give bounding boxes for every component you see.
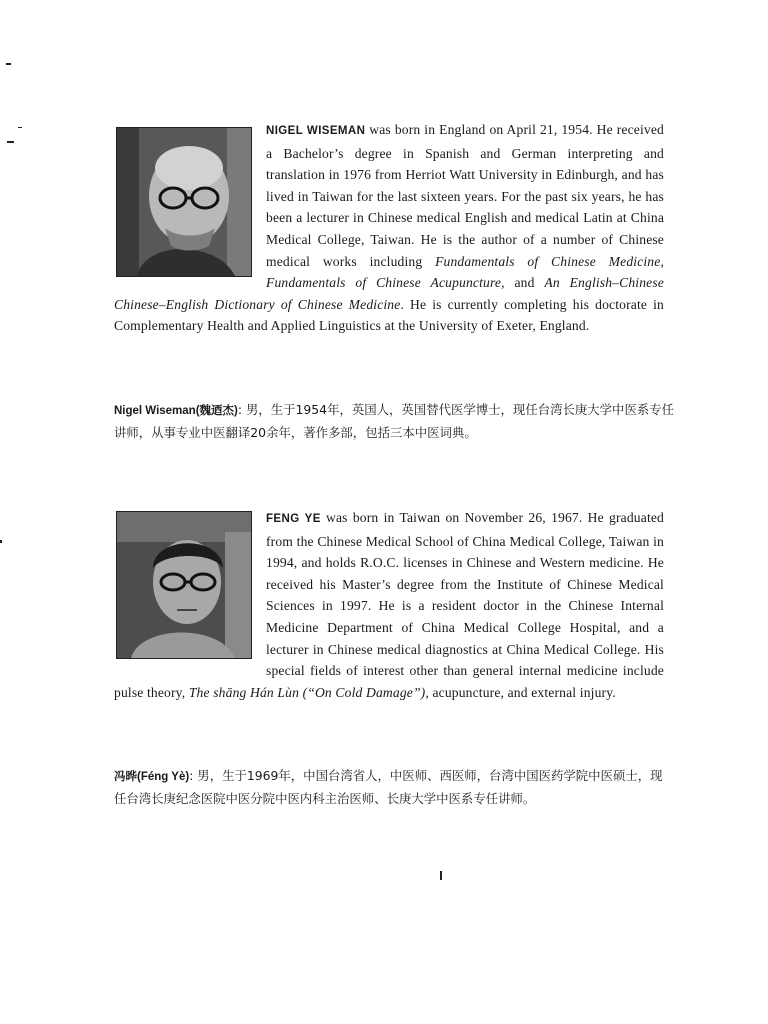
photo-feng	[116, 511, 252, 659]
bio-feng-name: FENG YE	[266, 513, 321, 525]
bio-wiseman-name: NIGEL WISEMAN	[266, 125, 366, 137]
scan-speck	[440, 871, 442, 880]
bio-wiseman-text-2: . He is currently completing his doctorate in Complementary Health and Applied Linguistics at the University of Exeter, England.	[114, 296, 664, 334]
book-title: Fundamentals of Chinese Medicine	[435, 253, 661, 269]
bio-wiseman	[114, 119, 664, 337]
book-title: The shāng Hán Lùn (“On Cold Damage”)	[188, 684, 426, 700]
scan-speck	[6, 63, 11, 65]
scan-speck	[7, 141, 14, 143]
bio-feng-zh-name: 冯晔(Féng Yè)	[114, 771, 190, 783]
separator: , and	[501, 275, 545, 291]
bio-feng	[114, 507, 664, 703]
bio-feng-text-2: , acupuncture, and external injury.	[425, 684, 616, 700]
book-title: Fundamentals of Chinese Acupuncture	[266, 275, 502, 291]
portrait-image	[117, 128, 251, 276]
bio-wiseman-text-1: was born in England on April 21, 1954. He received a Bachelor’s degree in Spanish and German interpreting and translation in 1976 from Herriot Watt University in Edinburgh, and has lived in Taiwan for the last sixteen years. For the past six years, he has been a lecturer in Chinese medical English and medical Latin at China Medical College, Taiwan. He is the author of a number of Chinese medical works including	[266, 122, 664, 269]
book-title: An English–Chinese Chinese–English Dictionary of Chinese Medicine	[114, 275, 664, 312]
bio-feng-text-1: was born in Taiwan on November 26, 1967. He graduated from the Chinese Medical School of China Medical College, Taiwan in 1994, and holds R.O.C. licenses in Chinese and Western medicine. He received his Master’s degree from the Institute of Chinese Medical Sciences in 1997. He is a resident doctor in the Chinese Internal Medicine Department of China Medical College Hospital, and a lecturer in Chinese medical diagnostics at China Medical College. His special fields of interest other than general internal medicine include pulse theory,	[114, 510, 664, 700]
bio-wiseman-zh-text: : 男，生于1954年，英国人，英国替代医学博士，现任台湾长庚大学中医系专任讲师，从事专业中医翻译20余年，著作多部，包括三本中医词典。	[114, 402, 675, 440]
portrait-image	[117, 512, 251, 658]
photo-wiseman	[116, 127, 252, 277]
bio-wiseman-zh	[114, 399, 674, 443]
bio-feng-zh	[114, 765, 674, 809]
bio-wiseman-zh-name: Nigel Wiseman(魏迺杰)	[114, 405, 238, 417]
scan-speck	[18, 127, 22, 128]
separator: ,	[660, 253, 664, 269]
scan-speck	[0, 540, 2, 543]
bio-feng-zh-text: : 男，生于1969年，中国台湾省人，中医师、西医师，台湾中国医药学院中医硕士，现任台湾长庚纪念医院中医分院中医内科主治医师、长庚大学中医系专任讲师。	[114, 768, 663, 806]
